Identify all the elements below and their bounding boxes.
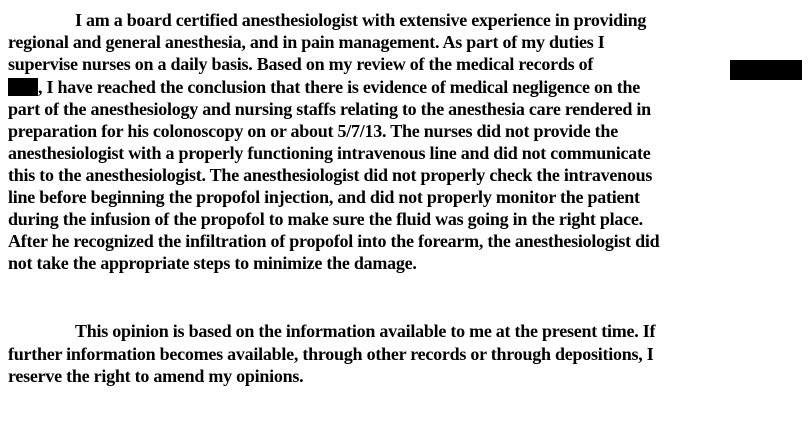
paragraph-1-line-5: part of the anesthesiology and nursing staffs relating to the anesthesia care rendered in	[8, 99, 651, 119]
paragraph-2-line-3: reserve the right to amend my opinions.	[8, 366, 304, 386]
paragraph-1-line-9: line before beginning the propofol injection, and did not properly monitor the patient	[8, 187, 640, 207]
paragraph-2-line-2: further information becomes available, through other records or through depositions, I	[8, 344, 654, 364]
paragraph-1-line-3-text: supervise nurses on a daily basis. Based on my review of the medical records of	[8, 54, 594, 74]
redacted-patient-name-part-2	[8, 78, 38, 96]
paragraph-1-line-12: not take the appropriate steps to minimize the damage.	[8, 253, 417, 273]
paragraph-1-line-4-text: , I have reached the conclusion that there is evidence of medical negligence on the	[38, 77, 641, 97]
paragraph-1-line-4	[8, 76, 640, 98]
paragraph-1-line-11: After he recognized the infiltration of propofol into the forearm, the anesthesiologist did	[8, 231, 660, 251]
paragraph-2-line-1: This opinion is based on the information available to me at the present time. If	[75, 321, 656, 341]
paragraph-1-line-10: during the infusion of the propofol to make sure the fluid was going in the right place.	[8, 209, 643, 229]
paragraph-1-line-2: regional and general anesthesia, and in pain management. As part of my duties I	[8, 32, 605, 52]
paragraph-1-line-6: preparation for his colonoscopy on or about 5/7/13. The nurses did not provide the	[8, 121, 618, 141]
paragraph-1-line-1: I am a board certified anesthesiologist with extensive experience in providing	[75, 10, 647, 30]
paragraph-1-line-7: anesthesiologist with a properly functioning intravenous line and did not communicate	[8, 143, 651, 163]
paragraph-1-line-3	[8, 53, 593, 75]
paragraph-1-line-8: this to the anesthesiologist. The anesthesiologist did not properly check the intravenous	[8, 165, 653, 185]
redacted-patient-name-part-1	[730, 60, 802, 80]
